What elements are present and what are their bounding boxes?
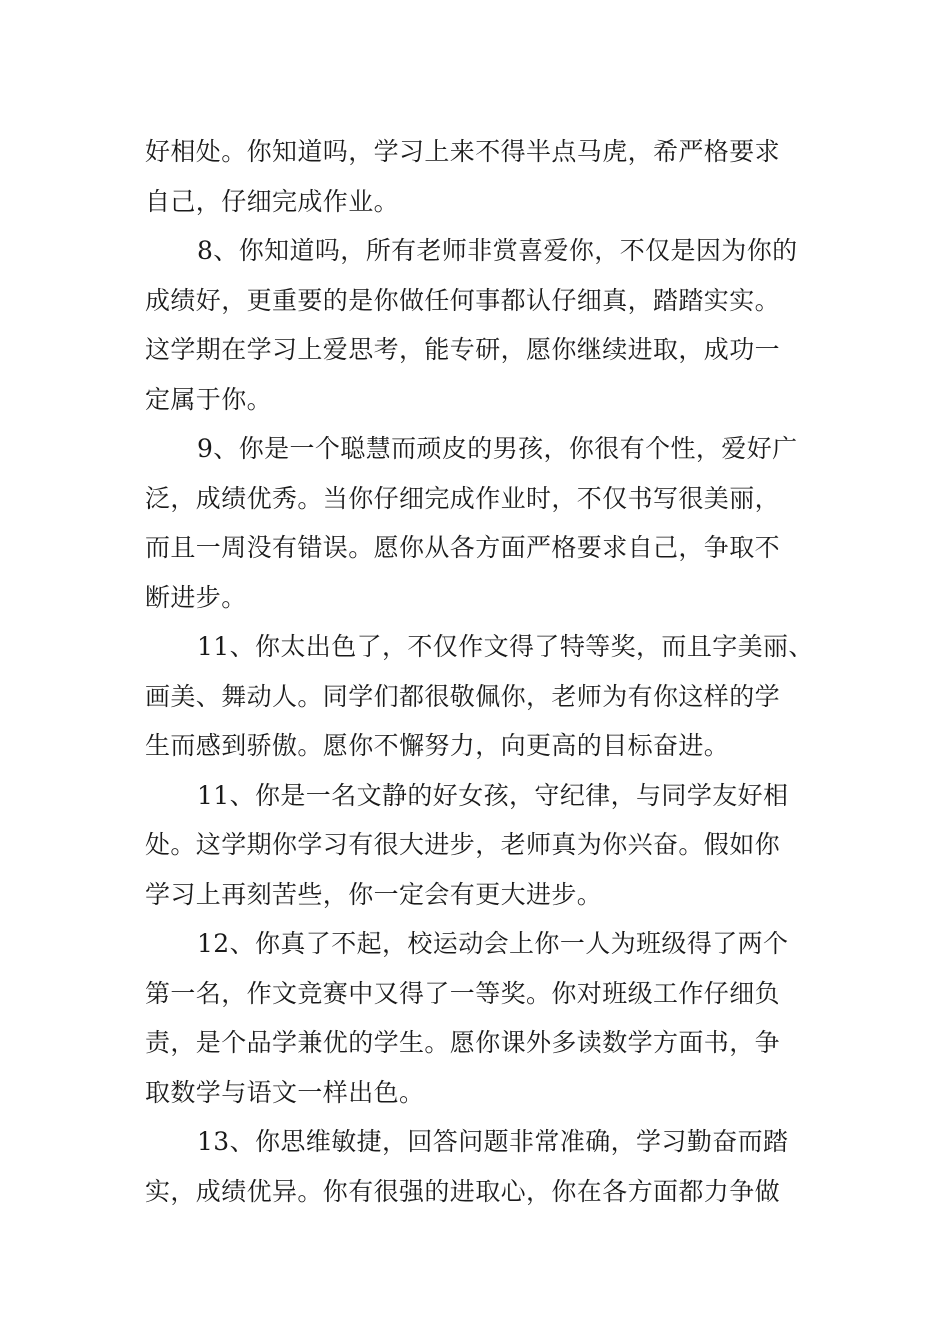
text-line: 生而感到骄傲。愿你不懈努力，向更高的目标奋进。 [145, 731, 730, 760]
paragraph-item-11a [145, 622, 814, 771]
text-line: 处。这学期你学习有很大进步，老师真为你兴奋。假如你 [145, 830, 781, 859]
text-line: 13、你思维敏捷，回答问题非常准确，学习勤奋而踏 [197, 1127, 789, 1156]
text-line: 定属于你。 [145, 384, 273, 414]
text-line: 成绩好，更重要的是你做任何事都认仔细真，踏踏实实。 [145, 285, 781, 315]
text-line: 这学期在学习上爱思考，能专研，愿你继续进取，成功一 [145, 335, 781, 364]
text-line: 学习上再刻苦些，你一定会有更大进步。 [145, 879, 603, 909]
text-line: 画美、舞动人。同学们都很敬佩你，老师为有你这样的学 [145, 681, 781, 711]
paragraph-item-9 [145, 424, 810, 622]
text-line: 8、你知道吗，所有老师非赏喜爱你，不仅是因为你的 [197, 236, 798, 265]
text-line: 自己，仔细完成作业。 [145, 186, 400, 216]
text-line: 第一名，作文竞赛中又得了一等奖。你对班级工作仔细负 [145, 978, 781, 1008]
text-line: 9、你是一个聪慧而顽皮的男孩，你很有个性，爱好广 [197, 434, 798, 463]
text-line: 好相处。你知道吗，学习上来不得半点马虎，希严格要求 [145, 137, 781, 166]
document-body [145, 127, 814, 1216]
text-line: 泛，成绩优秀。当你仔细完成作业时，不仅书写很美丽， [145, 483, 781, 513]
text-line: 实，成绩优异。你有很强的进取心，你在各方面都力争做 [145, 1176, 781, 1206]
text-line: 12、你真了不起，校运动会上你一人为班级得了两个 [197, 929, 789, 958]
paragraph-item-12 [145, 919, 810, 1117]
paragraph-item-11b [145, 771, 810, 920]
paragraph-continuation [145, 127, 810, 226]
text-line: 断进步。 [145, 582, 247, 612]
paragraph-item-8 [145, 226, 810, 424]
text-line: 11、你是一名文静的好女孩，守纪律，与同学友好相 [197, 780, 789, 810]
text-line: 责，是个品学兼优的学生。愿你课外多读数学方面书，争 [145, 1028, 781, 1057]
paragraph-item-13 [145, 1117, 810, 1216]
text-line: 11、你太出色了，不仅作文得了特等奖，而且字美丽、 [197, 632, 814, 661]
text-line: 取数学与语文一样出色。 [145, 1077, 425, 1107]
text-line: 而且一周没有错误。愿你从各方面严格要求自己，争取不 [145, 533, 781, 562]
